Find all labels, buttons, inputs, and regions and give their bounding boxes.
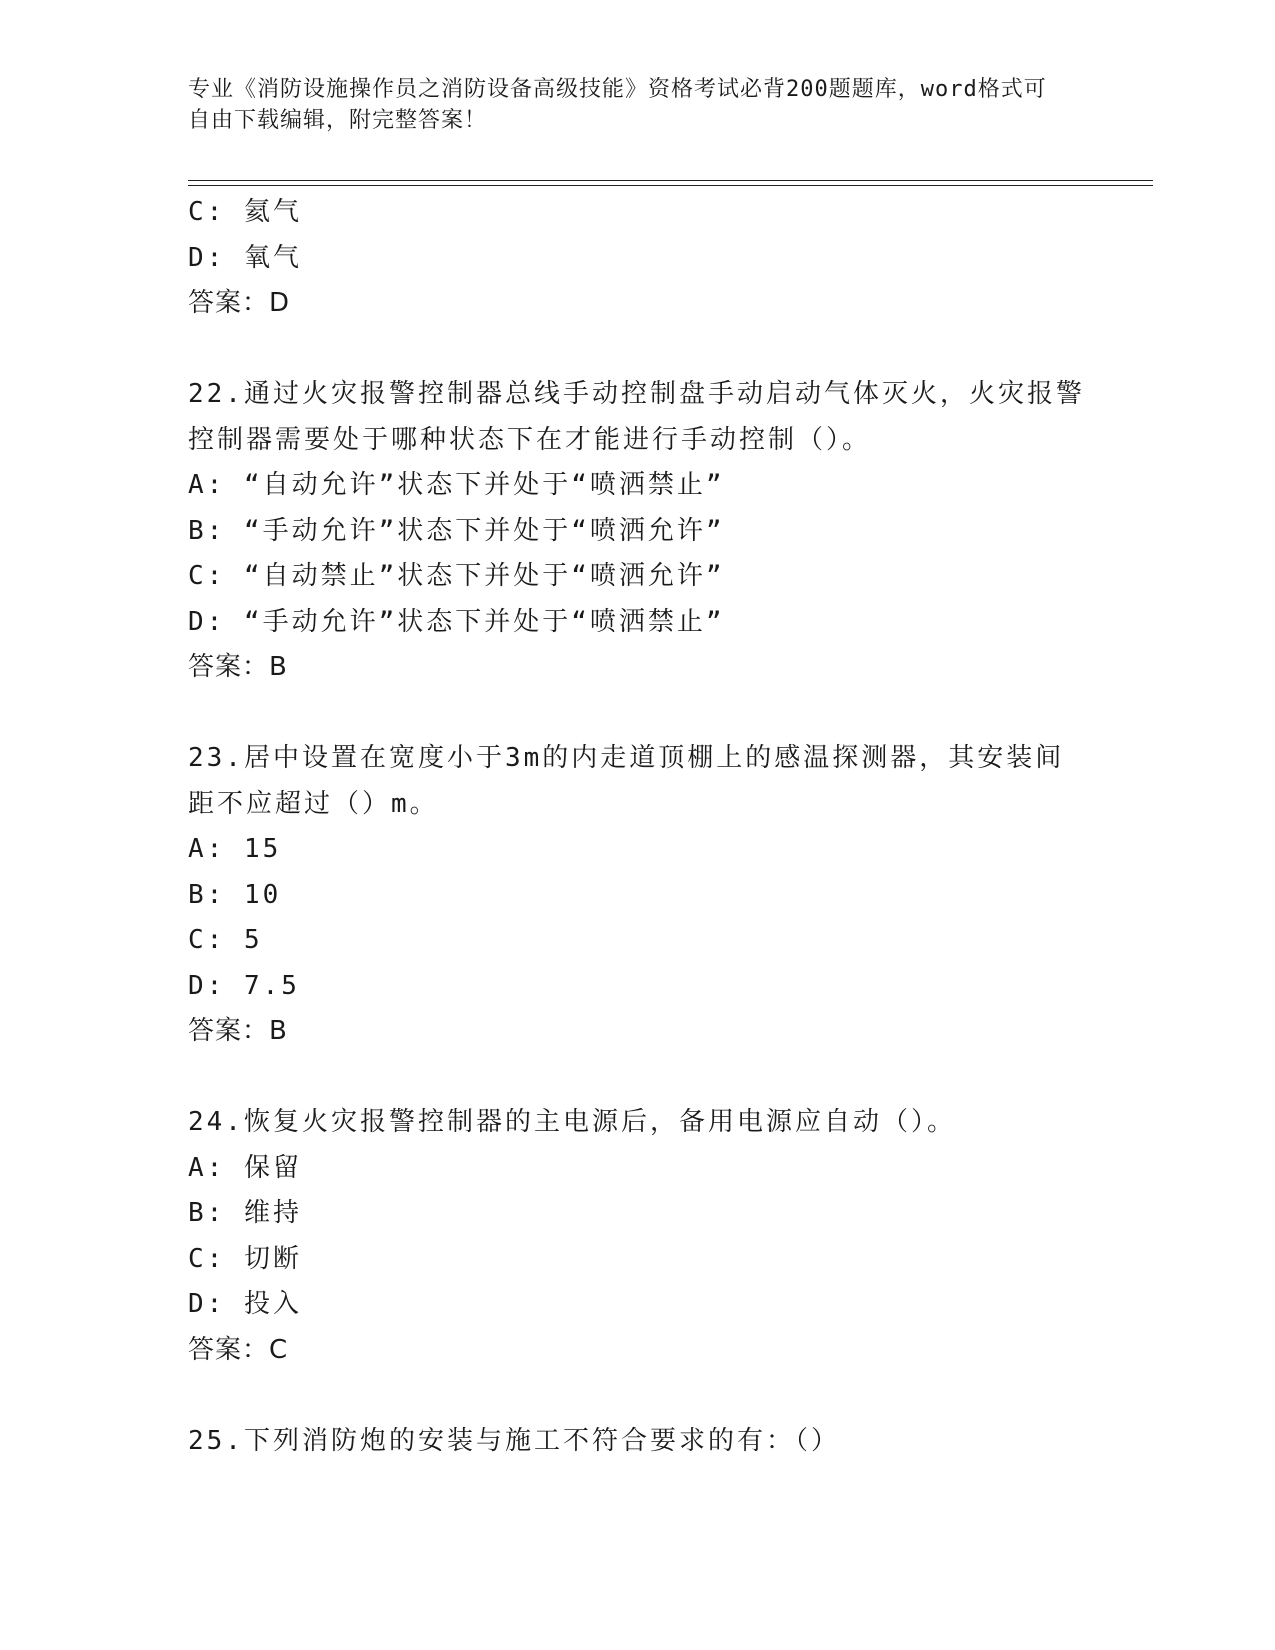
question-23-answer: 答案：B [188, 1016, 288, 1046]
option-d: D: 氧气 [188, 242, 302, 273]
question-22-option-c: C: “自动禁止”状态下并处于“喷洒允许” [188, 561, 725, 591]
question-24-option-b: B: 维持 [188, 1198, 302, 1228]
header-rule-bottom [188, 185, 1153, 186]
question-24-answer: 答案：C [188, 1334, 289, 1365]
question-22-option-b: B: “手动允许”状态下并处于“喷洒允许” [188, 515, 725, 546]
question-23-option-d: D: 7.5 [188, 970, 300, 1001]
question-24-option-a: A: 保留 [188, 1152, 302, 1183]
question-22-answer: 答案：B [188, 652, 288, 682]
question-list [188, 190, 1088, 1464]
question-24-option-d: D: 投入 [188, 1289, 302, 1319]
question-23-stem-line-1: 23.居中设置在宽度小于3m的内走道顶棚上的感温探测器，其安装间 [188, 743, 1065, 773]
question-22-option-a: A: “自动允许”状态下并处于“喷洒禁止” [188, 470, 725, 500]
question-23-stem-line-2: 距不应超过（）m。 [188, 788, 439, 819]
answer-line: 答案：D [188, 288, 291, 318]
question-23-option-b: B: 10 [188, 879, 282, 910]
question-23-option-c: C: 5 [188, 925, 263, 955]
question-22-stem-line-2: 控制器需要处于哪种状态下在才能进行手动控制（）。 [188, 424, 872, 455]
header-rule-top [188, 180, 1153, 181]
question-24-stem-line-1: 24.恢复火灾报警控制器的主电源后，备用电源应自动（）。 [188, 1107, 956, 1137]
question-24-option-c: C: 切断 [188, 1243, 302, 1274]
question-22-stem-line-1: 22.通过火灾报警控制器总线手动控制盘手动启动气体灭火，火灾报警 [188, 379, 1085, 409]
option-c: C: 氦气 [188, 197, 302, 227]
document-header: 专业《消防设施操作员之消防设备高级技能》资格考试必背200题题库，word格式可自由下载编辑，附完整答案！ [188, 77, 1047, 133]
question-25-stem-line-1: 25.下列消防炮的安装与施工不符合要求的有：（） [188, 1425, 840, 1456]
question-23-option-a: A: 15 [188, 834, 282, 864]
question-22-option-d: D: “手动允许”状态下并处于“喷洒禁止” [188, 606, 725, 637]
